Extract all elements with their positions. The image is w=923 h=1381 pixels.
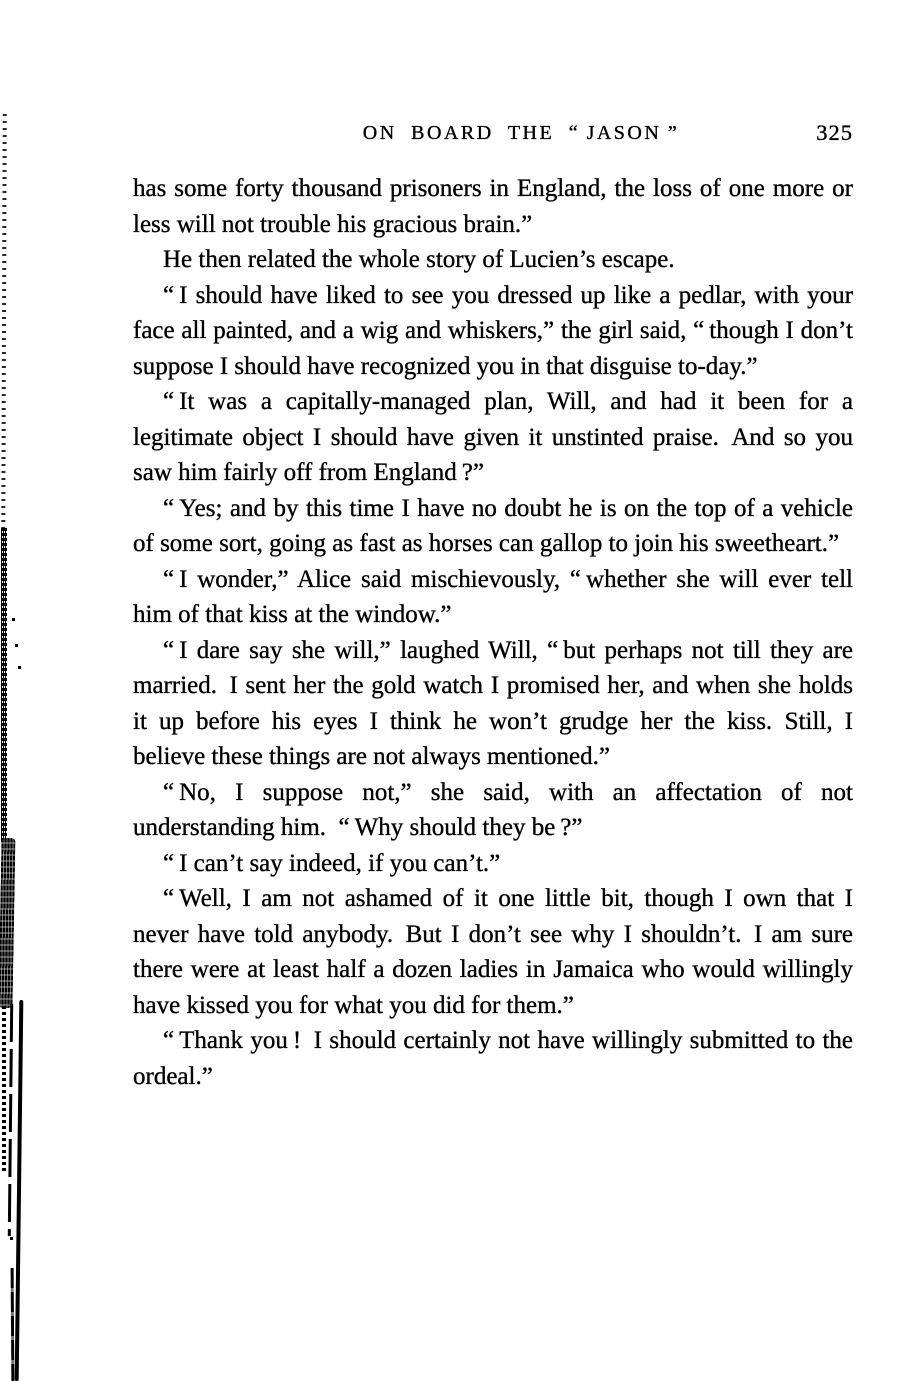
scan-artifact-line-3 [15,1000,24,1381]
text-block [133,171,853,1094]
body-paragraph: “ Thank you ! I should certainly not have willingly submitted to the ordeal.” [133,1027,853,1090]
page-number: 325 [816,120,853,145]
body-paragraph: He then related the whole story of Lucien’s escape. [163,246,675,273]
running-title: ON BOARD THE “ JASON ” [362,122,680,144]
body-paragraph: “ I can’t say indeed, if you can’t.” [163,849,501,877]
body-paragraph: “ Yes; and by this time I have no doubt he is on the top of a vehicle of some sort, going as fast as horses can gallop to join his sweetheart.” [133,494,853,557]
body-paragraph: “ I should have liked to see you dressed up like a pedlar, with your face all painted, and a wig and whiskers,” the girl said, “ though I don’t suppose I should have recognized you in that disguise to-day.” [133,281,853,380]
scan-artifact-left-top [1,114,6,534]
body-paragraph: “ I wonder,” Alice said mischievously, “ whether she will ever tell him of that kiss at the window.” [133,565,853,628]
body-paragraph: “ It was a capitally-managed plan, Will, and had it been for a legitimate object I should have given it unstinted praise. And so you saw him fairly off from England ?” [133,388,853,486]
body-paragraph: has some forty thousand prisoners in England, the loss of one more or less will not trouble his gracious brain.” [133,175,853,238]
scan-artifact-line-2 [11,1268,15,1381]
scan-artifact-left-middle [1,528,7,842]
page-header [133,120,853,154]
body-paragraph: “ I dare say she will,” laughed Will, “ but perhaps not till they are married. I sent her the gold watch I promised her, and when she holds it up before his eyes I think he won’t grudge her the kiss. Still, I believe these things are not always mentioned.” [133,636,853,770]
scan-artifact-left-lower [2,1006,6,1174]
scan-artifact-left-blob [0,838,15,1008]
scan-artifact-line-1 [8,1004,13,1236]
body-paragraph: “ No, I suppose not,” she said, with an affectation of not understanding him. “ Why should they be ?” [133,778,853,841]
body-paragraph: “ Well, I am not ashamed of it one little bit, though I own that I never have told anybody. But I don’t see why I shouldn’t. I am sure there were at least half a dozen ladies in Jamaica who would willingly have kissed you for what you did for them.” [133,885,853,1019]
scan-artifact-specks [12,618,15,621]
